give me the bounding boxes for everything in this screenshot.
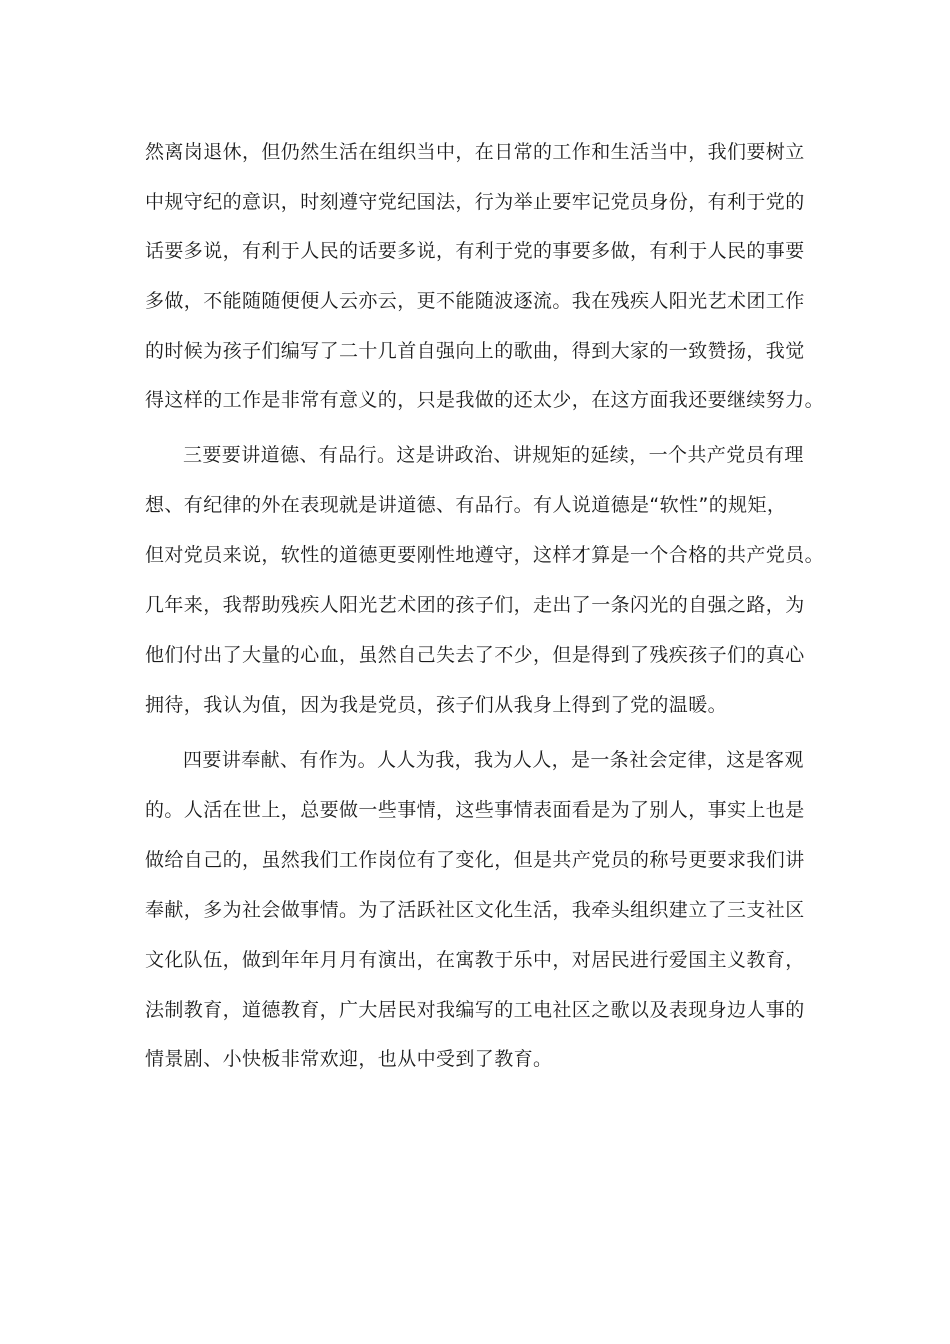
paragraph-3-line-1: 四要讲奉献、有作为。人人为我，我为人人，是一条社会定律，这是客观 (183, 749, 804, 771)
paragraph-3-line-3: 做给自己的，虽然我们工作岗位有了变化，但是共产党员的称号更要求我们讲 (145, 849, 805, 871)
paragraph-3-line-5: 文化队伍，做到年年月月有演出，在寓教于乐中，对居民进行爱国主义教育， (145, 949, 805, 971)
paragraph-3-line-6: 法制教育，道德教育，广大居民对我编写的工电社区之歌以及表现身边人事的 (145, 999, 805, 1021)
paragraph-3-line-7: 情景剧、小快板非常欢迎，也从中受到了教育。 (145, 1048, 553, 1070)
paragraph-2-line-2: 想、有纪律的外在表现就是讲道德、有品行。有人说道德是“软性”的规矩， (145, 494, 787, 516)
paragraph-2-line-5: 他们付出了大量的心血，虽然自己失去了不少，但是得到了残疾孩子们的真心 (145, 644, 805, 666)
paragraph-2-line-1: 三要要讲道德、有品行。这是讲政治、讲规矩的延续，一个共产党员有理 (183, 444, 804, 466)
paragraph-1-line-4: 多做，不能随随便便人云亦云，更不能随波逐流。我在残疾人阳光艺术团工作 (145, 290, 805, 312)
paragraph-1-line-6: 得这样的工作是非常有意义的，只是我做的还太少，在这方面我还要继续努力。 (145, 389, 825, 411)
paragraph-2-line-4: 几年来，我帮助残疾人阳光艺术团的孩子们，走出了一条闪光的自强之路，为 (145, 594, 805, 616)
paragraph-1-line-5: 的时候为孩子们编写了二十几首自强向上的歌曲，得到大家的一致赞扬，我觉 (145, 340, 805, 362)
paragraph-2-line-6: 拥待，我认为值，因为我是党员，孩子们从我身上得到了党的温暖。 (145, 694, 728, 716)
paragraph-3-line-2: 的。人活在世上，总要做一些事情，这些事情表面看是为了别人，事实上也是 (145, 799, 805, 821)
paragraph-1-line-3: 话要多说，有利于人民的话要多说，有利于党的事要多做，有利于人民的事要 (145, 240, 805, 262)
paragraph-2-line-3: 但对党员来说，软性的道德更要刚性地遵守，这样才算是一个合格的共产党员。 (145, 544, 825, 566)
paragraph-3-line-4: 奉献，多为社会做事情。为了活跃社区文化生活，我牵头组织建立了三支社区 (145, 899, 805, 921)
paragraph-1-line-1: 然离岗退休，但仍然生活在组织当中，在日常的工作和生活当中，我们要树立 (145, 141, 805, 163)
paragraph-1-line-2: 中规守纪的意识，时刻遵守党纪国法，行为举止要牢记党员身份，有利于党的 (145, 191, 805, 213)
